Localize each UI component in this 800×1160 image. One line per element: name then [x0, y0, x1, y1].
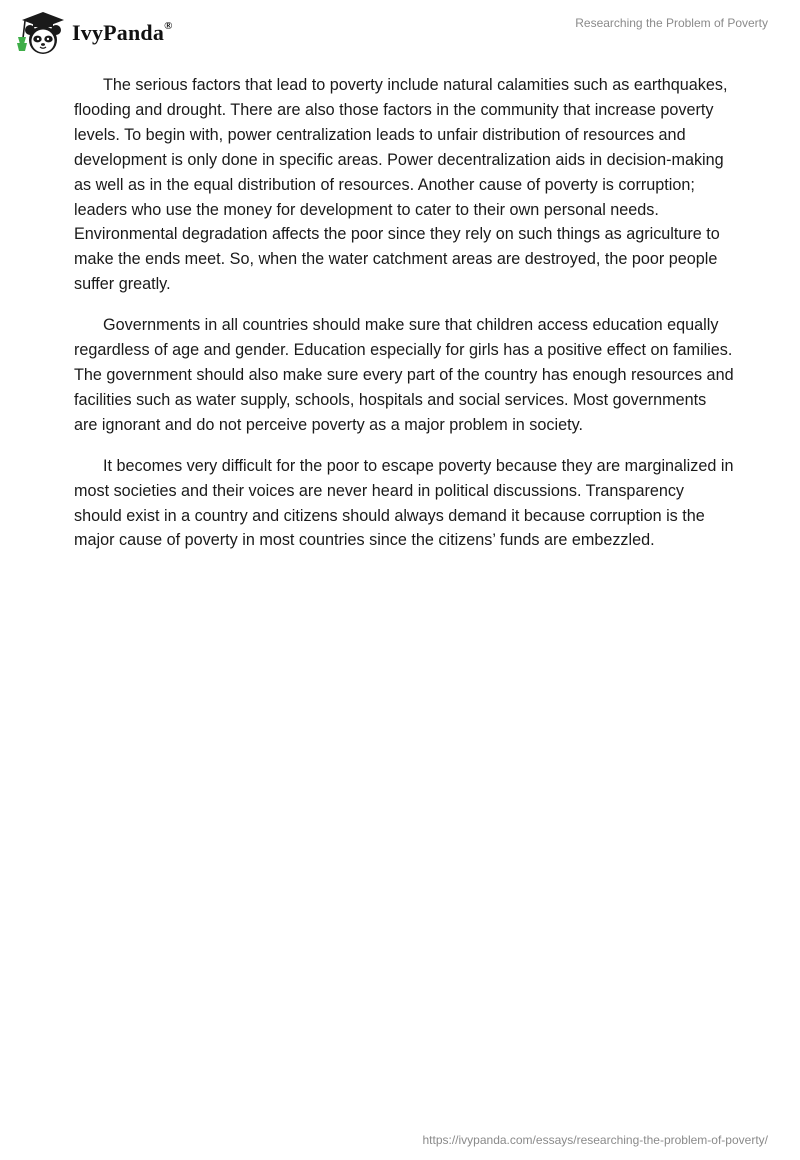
registered-mark: ®: [164, 19, 173, 32]
essay-body: [74, 73, 734, 569]
paragraph-1: The serious factors that lead to poverty include natural calamities such as earthquakes, flooding and drought. There are also those factors in the community that increase poverty levels. To begin with, power centralization leads to unfair distribution of resources and development is only done in specific areas. Power decentralization aids in decision-making as well as in the equal distribution of resources. Another cause of poverty is corruption; leaders who use the money for development to cater to their own personal needs. Environmental degradation affects the poor since they rely on such things as agriculture to make the ends meet. So, when the water catchment areas are destroyed, the poor people suffer greatly.: [74, 76, 728, 294]
paragraph-2: Governments in all countries should make sure that children access education equally regardless of age and gender. Education especially for girls has a positive effect on families. The government should also make sure every part of the country has enough resources and facilities such as water supply, schools, hospitals and social services. Most governments are ignorant and do not perceive poverty as a major problem in society.: [74, 316, 734, 434]
brand-name: IvyPanda®: [72, 19, 173, 45]
panda-graduate-icon: [14, 8, 66, 56]
page-header: [0, 0, 800, 64]
ivypanda-logo-link[interactable]: [14, 8, 173, 56]
document-title: Researching the Problem of Poverty: [575, 16, 768, 30]
source-url-link[interactable]: https://ivypanda.com/essays/researching-the-problem-of-poverty/: [422, 1133, 768, 1147]
paragraph-3: It becomes very difficult for the poor to escape poverty because they are marginalized in most societies and their voices are never heard in political discussions. Transparency should exist in a country and citizens should always demand it because corruption is the major cause of poverty in most countries since the citizens’ funds are embezzled.: [74, 456, 734, 550]
